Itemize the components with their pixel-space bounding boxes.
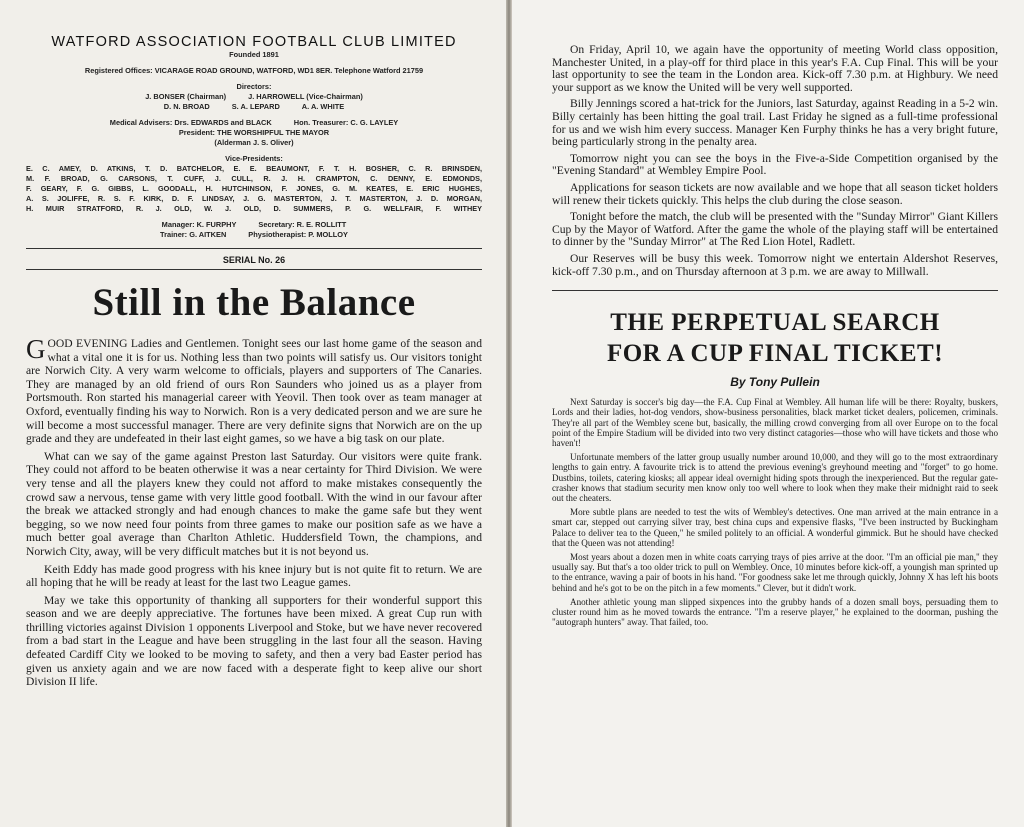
director: D. N. BROAD — [163, 102, 210, 111]
paragraph: Tonight before the match, the club will be presented with the "Sunday Mirror" Giant Killers Cup by the Mayor of Watford. After the game the whole of the playing staff will be entertained to dinner by the "Sunday Mirror" at The Red Lion Hotel, Radlett. — [552, 210, 998, 249]
paragraph: Another athletic young man slipped sixpences into the grubby hands of a dozen small boys, persuading them to cluster round him as he moved towards the entrance. "I'm a reserve player," he explained to the doorman, pushing the "autograph hunters" away. That failed, too. — [552, 596, 998, 628]
registered-offices: Registered Offices: VICARAGE ROAD GROUND, WATFORD, WD1 8ER. Telephone Watford 21759 — [84, 66, 424, 75]
paragraph: Most years about a dozen men in white coats carrying trays of pies arrive at the door. "I'm an official pie man," they usually say. But that's a too older trick to pull on Wembley. Once, 10 minutes before kick-off, a youngish man sprinted up to the entrance, waving a pair of boots in his hand. "For goodness sake let me through quickly, Johnny X has left his boots behind and he's got to be on the pitch in a few moments." Clever, but it didn't work. — [552, 551, 998, 593]
paragraph: Our Reserves will be busy this week. Tomorrow night we entertain Aldershot Reserves, kick-off 7.30 p.m., and on Thursday afternoon at 3 p.m. we are away to Millwall. — [552, 251, 998, 278]
advisers-row — [26, 118, 482, 128]
directors-row — [26, 102, 482, 112]
vice-presidents-label: Vice-Presidents: — [225, 154, 283, 163]
director: J. BONSER (Chairman) — [145, 92, 227, 101]
trainer: Trainer: G. AITKEN — [160, 230, 227, 239]
vice-president-line: E. C. AMEY, D. ATKINS, T. D. BATCHELOR, E. E. BEAUMONT, F. T. H. BOSHER, C. R. BRINSDEN, — [26, 164, 482, 173]
vice-president-line: M. F. BROAD, G. CARSONS, T. CUFF, J. CULL, R. J. H. CRAMPTON, C. DENNY, E. EDMONDS, — [26, 174, 482, 183]
paragraph: May we take this opportunity of thanking all supporters for their wonderful support this season and we are deeply appreciative. The fortunes have been mixed. A great Cup run with thrilling victories against Division 1 opponents Liverpool and Stoke, but we have never recovered from a bad start in the League and have been struggling in the last four all the season. Having defeated Cardiff City we looked to be moving to safety, and then a very bad Easter period has given us anxiety again and we are now faced with a desperate fight to keep alive our short Division II life. — [26, 593, 482, 689]
article-title — [552, 307, 998, 369]
paragraph: Next Saturday is soccer's big day—the F.A. Cup Final at Wembley. All human life will be there: Royalty, buskers, Lords and their ladies, hot-dog vendors, show-business personalities, black market ticket dealers, policemen, criminals. They're all part of the Wembley scene but, basically, the milling crowd converging from all over Europe on to the focal point of the Empire Stadium will be divided into two very distinct catagories—those who will have tickets and those who haven't! — [552, 397, 998, 448]
paragraph: Keith Eddy has made good progress with his knee injury but is not quite fit to return. We are all hoping that he will be ready at least for the last two League games. — [26, 562, 482, 590]
paragraph: Applications for season tickets are now available and we hope that all season ticket holders will renew their tickets quickly. This helps the club during the close season. — [552, 180, 998, 207]
director: A. A. WHITE — [301, 102, 345, 111]
paragraph — [26, 334, 482, 446]
paragraph: Unfortunate members of the latter group usually number around 10,000, and they will go to the most extraordinary lengths to gain entry. A favourite trick is to attend the previous evening's greyhound meeting and "forget" to go home. Dustbins, toilets, catering kiosks; all appear ideal overnight hiding spots through the inexperienced. But the regular gate-crasher knows that stadium security men know only too well where to look when they make their midnight raid to seek out the cheaters. — [552, 452, 998, 503]
vice-president-line: F. GEARY, F. G. GIBBS, L. GOODALL, H. HUTCHINSON, F. JONES, G. M. KEATES, E. ERIC HUGHES, — [26, 184, 482, 193]
staff-row — [26, 220, 482, 230]
staff-row — [26, 230, 482, 240]
club-name: WATFORD ASSOCIATION FOOTBALL CLUB LIMITED — [51, 34, 457, 50]
paragraph: More subtle plans are needed to test the wits of Wembley's detectives. One man arrived at the main entrance in a smart car, stepped out carrying silver tray, best china cups and expensive flasks, "I've been instructed by Buckingham Palace to deliver tea to the Queen," he smiled politely to an official. A wonderful gimmick. But he should have checked that the Queen was not attending! — [552, 507, 998, 548]
hon-treasurer: Hon. Treasurer: C. G. LAYLEY — [293, 118, 399, 127]
physiotherapist: Physiotherapist: P. MOLLOY — [248, 230, 348, 239]
president-name: (Alderman J. S. Oliver) — [214, 138, 294, 147]
directors-label: Directors: — [236, 82, 272, 91]
secretary: Secretary: R. E. ROLLITT — [258, 220, 347, 229]
president: President: THE WORSHIPFUL THE MAYOR — [178, 128, 330, 137]
article-title-line: THE PERPETUAL SEARCH — [610, 309, 940, 337]
director: S. A. LEPARD — [231, 102, 280, 111]
manager: Manager: K. FURPHY — [161, 220, 237, 229]
directors-row — [26, 92, 482, 102]
divider — [26, 269, 482, 270]
paragraph: Billy Jennings scored a hat-trick for the Juniors, last Saturday, against Reading in a 5-2 win. Billy certainly has been hitting the goal trail. Last Friday he signed as a full-time professional for us and we wish him every success. Manager Ken Furphy thinks he has a very bright future, being particularly strong in the penalty area. — [552, 97, 998, 149]
serial-number: SERIAL No. 26 — [222, 255, 286, 265]
paragraph: What can we say of the game against Preston last Saturday. Our visitors were quite frank. They could not afford to be beaten otherwise it was a near certainty for Third Division. We were very tense and all the players knew they could not afford to make mistakes consequently the crowd saw a nervous, tense game with very little good football. With the wind in our favour after the break we attacked strongly and had enough chances to make the game safe but they went begging, so we now need four points from three games to make our position safe as we have a much better goal average than Charlton Athletic. Huddersfield Town, the champions, and Norwich City, away, will be very difficult matches but it is not beyond us. — [26, 449, 482, 558]
article-title-line: FOR A CUP FINAL TICKET! — [606, 340, 944, 368]
article-body — [552, 397, 998, 627]
founded-line: Founded 1891 — [229, 50, 279, 59]
divider — [26, 248, 482, 249]
byline: By Tony Pullein — [730, 375, 820, 390]
editorial-body — [26, 334, 482, 689]
drop-cap: G — [26, 334, 46, 364]
paragraph: Tomorrow night you can see the boys in the Five-a-Side Competition organised by the "Evening Standard" at Wembley Empire Pool. — [552, 151, 998, 178]
page-title: Still in the Balance — [92, 281, 416, 324]
vice-president-line: H. MUIR STRATFORD, R. J. OLD, W. J. OLD, D. SUMMERS, P. G. WELLFAIR, F. WITHEY — [26, 204, 482, 213]
vice-president-line: A. S. JOLIFFE, R. S. F. KIRK, D. F. LINDSAY, J. G. MASTERTON, J. T. MASTERTON, J. D. MORGAN, — [26, 194, 482, 203]
right-page — [512, 0, 1024, 827]
paragraph-text: OOD EVENING Ladies and Gentlemen. Tonight sees our last home game of the season and what a vital one it is for us. Nothing less than two points will satisfy us. Our visitors tonight are Norwich City. A very warm welcome to officials, players and supporters of The Canaries. They are managed by an old friend of ours Ron Saunders who joined us as a player from Portsmouth. Ron started his managerial career with Yeovil. Then took over as team manager at Oxford, eventually finding his way to Norwich. Ron is a very dedicated person and we are sure he will become a most successful manager. There are very definite signs that Norwich are on the up grade and they are undefeated in their last eight games, so we have a big task on our plate. — [26, 337, 482, 446]
director: J. HARROWELL (Vice-Chairman) — [248, 92, 363, 101]
paragraph: On Friday, April 10, we again have the opportunity of meeting World class opposition, Manchester United, in a play-off for third place in this year's F.A. Cup Final. This will be your last opportunity to see the team in the London area. Kick-off 7.30 p.m. at Highbury. We need your support as we know the United will be very well supported. — [552, 43, 998, 94]
medical-advisers: Medical Advisers: Drs. EDWARDS and BLACK — [109, 118, 272, 127]
divider — [552, 290, 998, 291]
club-notes — [552, 44, 998, 278]
left-page — [0, 0, 506, 827]
